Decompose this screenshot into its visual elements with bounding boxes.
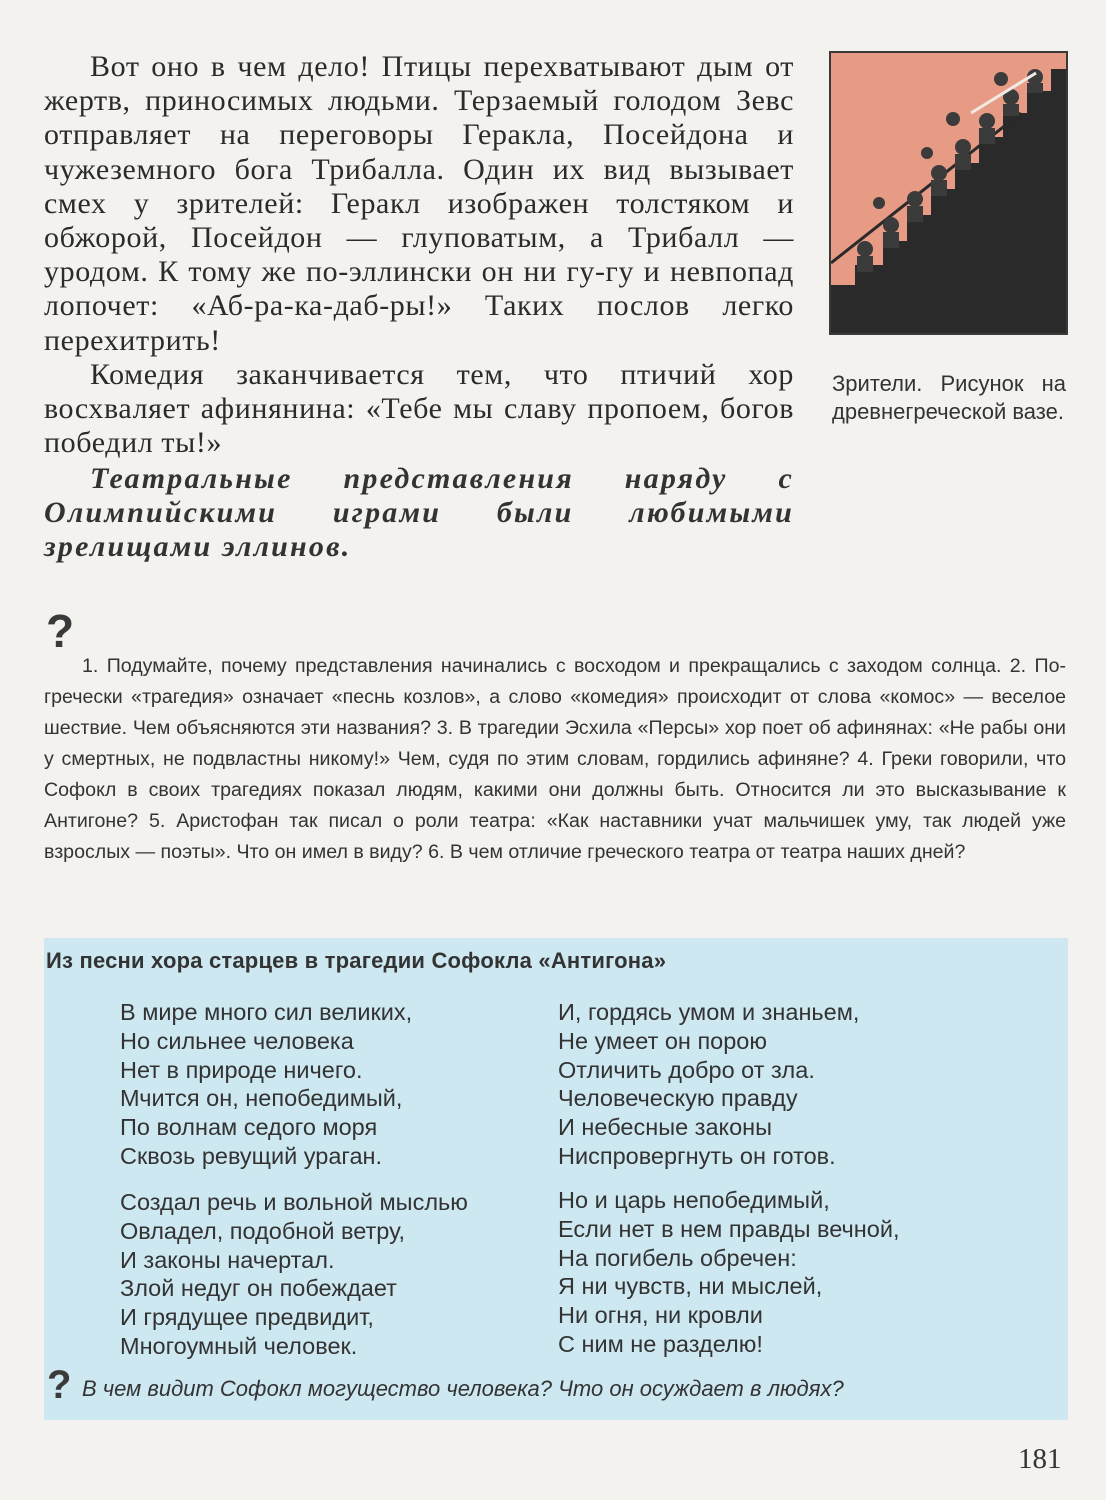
poem-line: Злой недуг он побеждает xyxy=(120,1275,397,1302)
poem-line: Отличить добро от зла. xyxy=(558,1056,815,1083)
stanza-3 xyxy=(120,1188,468,1361)
questions-text: 1. Подумайте, почему представления начинались с восходом и прекращались с заходом солнца. 2. По-гречески «трагедия» означает «песнь козлов», а слово «комедия» происходит от слова «комос» — веселое шествие. Чем объясняются эти названия? 3. В трагедии Эсхила «Персы» хор поет об афинянах: «Не рабы они у смертных, не подвластны никому!» Чем, судя по этим словам, гордились афиняне? 4. Греки говорили, что Софокл в своих трагедиях показал людям, какими они должны быть. Относится ли это высказывание к Антигоне? 5. Аристофан так писал о роли театра: «Как наставники учат мальчишек уму, так людей уже взрослых — поэты». Что он имел в виду? 6. В чем отличие греческого театра от театра наших дней? xyxy=(44,655,1066,863)
poem-line: Многоумный человек. xyxy=(120,1332,358,1359)
poem-line: По волнам седого моря xyxy=(120,1114,378,1141)
poem-line: Нет в природе ничего. xyxy=(120,1056,363,1083)
question-mark-icon: ? xyxy=(46,605,75,657)
staircase-shape xyxy=(831,69,1066,333)
paragraph-1: Вот оно в чем дело! Птицы перехватывают дым от жертв, приносимых людьми. Терзаемый голодом Зевс отправляет на переговоры Геракла, Посейдона и чужеземного бога Трибалла. Один их вид вызывает смех у зрителей: Геракл изображен толстяком и обжорой, Посейдон — глуповатым, а Трибалл — уродом. К тому же по-эллински он ни гу-гу и невпопад лопочет: «Аб-ра-ка-даб-ры!» Таких послов легко перехитрить! xyxy=(44,50,794,357)
page-number: 181 xyxy=(1018,1443,1062,1475)
poem-line: Сквозь ревущий ураган. xyxy=(120,1142,383,1169)
figure-caption: Зрители. Рисунок на древнегреческой вазе. xyxy=(832,371,1066,424)
poem-line: Но сильнее человека xyxy=(120,1027,354,1054)
poem-line: И законы начертал. xyxy=(120,1246,335,1273)
poem-line: Ниспровергнуть он готов. xyxy=(558,1142,836,1169)
poem-line: Если нет в нем правды вечной, xyxy=(558,1215,900,1242)
poem-line: Но и царь непобедимый, xyxy=(558,1187,830,1213)
poem-line: В мире много сил великих, xyxy=(120,999,413,1025)
poem-line: И небесные законы xyxy=(558,1114,773,1141)
poem-line: С ним не разделю! xyxy=(558,1330,763,1357)
poem-title: Из песни хора старцев в трагедии Софокла «Антигона» xyxy=(46,948,667,973)
poem-line: Я ни чувств, ни мыслей, xyxy=(558,1273,823,1300)
main-text xyxy=(44,50,794,564)
stanza-2 xyxy=(558,998,859,1171)
poem-line: На погибель обречен: xyxy=(558,1244,797,1271)
poem-line: Мчится он, непобедимый, xyxy=(120,1085,403,1112)
poem-line: Не умеет он порою xyxy=(558,1027,767,1054)
poem-line: Ни огня, ни кровли xyxy=(558,1302,763,1329)
conclusion-text: Театральные представления наряду с Олимпийскими играми были любимыми зрелищами эллинов. xyxy=(44,462,794,564)
vase-drawing-svg xyxy=(831,53,1066,333)
question-mark-icon: ? xyxy=(47,1363,72,1407)
vase-drawing xyxy=(829,51,1068,335)
poem-line: Создал речь и вольной мыслью xyxy=(120,1189,468,1215)
poem-line: И, гордясь умом и знаньем, xyxy=(558,999,860,1025)
stanza-1 xyxy=(120,998,412,1171)
poem-line: Человеческую правду xyxy=(558,1085,798,1112)
poem-question: В чем видит Софокл могущество человека? Что он осуждает в людях? xyxy=(82,1376,844,1401)
paragraph-2: Комедия заканчивается тем, что птичий хор восхваляет афинянина: «Тебе мы славу пропоем, богов победил ты!» xyxy=(44,357,794,460)
poem-line: Овладел, подобной ветру, xyxy=(120,1217,406,1244)
stanza-4 xyxy=(558,1186,900,1359)
poem-line: И грядущее предвидит, xyxy=(120,1304,374,1331)
